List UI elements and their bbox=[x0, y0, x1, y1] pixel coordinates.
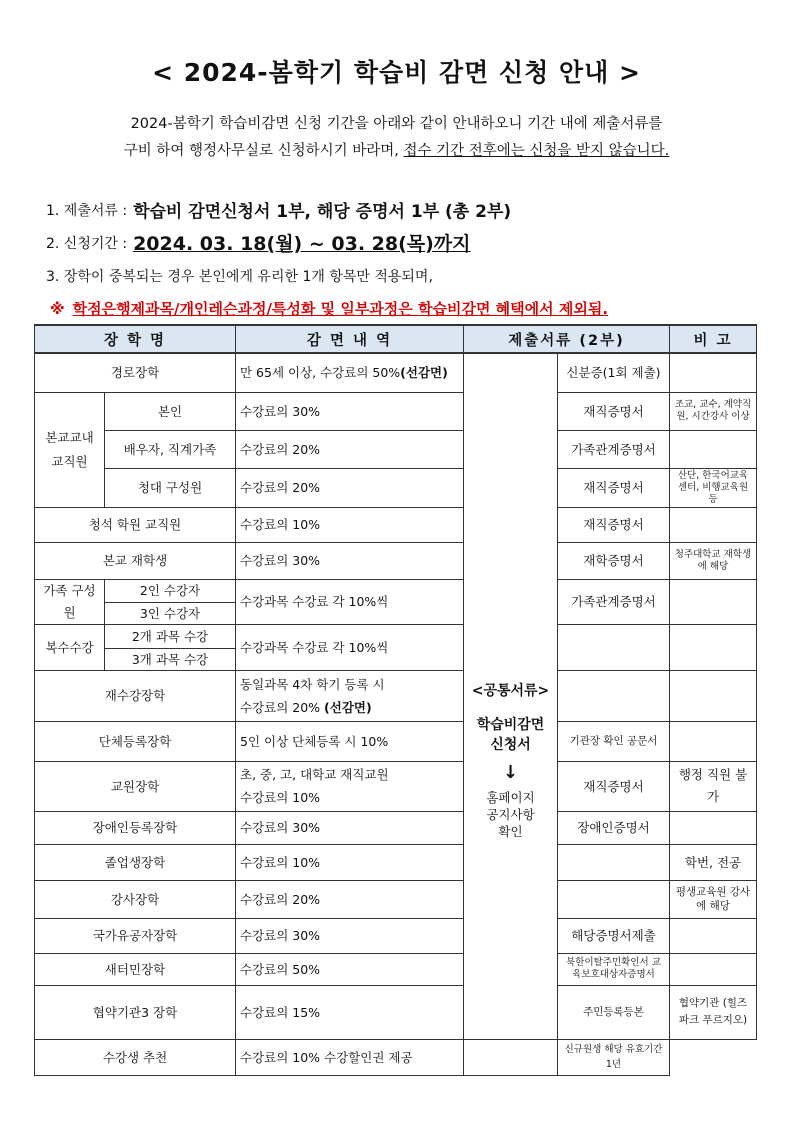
row-name: 강사장학 bbox=[35, 880, 236, 918]
row-doc: 가족관계증명서 bbox=[558, 579, 670, 624]
row-doc: 재직증명서 bbox=[558, 507, 670, 542]
detail-line-2 bbox=[240, 696, 459, 719]
table-row bbox=[35, 918, 757, 953]
row-note bbox=[670, 721, 757, 761]
intro-line-1: 2024-봄학기 학습비감면 신청 기간을 아래와 같이 안내하오니 기간 내에 제출서류를 bbox=[130, 116, 663, 132]
row-doc bbox=[558, 880, 670, 918]
row-note bbox=[670, 353, 757, 392]
row-detail: 수강료의 20% bbox=[236, 468, 464, 507]
row-name: 수강생 추천 bbox=[35, 1039, 236, 1075]
table-row bbox=[35, 392, 757, 430]
row-name: 교원장학 bbox=[35, 761, 236, 811]
down-arrow-icon: ↓ bbox=[502, 761, 519, 783]
row-detail: 수강료의 30% bbox=[236, 811, 464, 844]
row-name: 배우자, 직계가족 bbox=[105, 430, 236, 468]
header-name: 장 학 명 bbox=[35, 325, 236, 353]
detail-bold: (선감면) bbox=[400, 365, 448, 381]
table-row bbox=[35, 579, 757, 602]
info-item-label: 1. 제출서류 : bbox=[46, 202, 128, 219]
table-row bbox=[35, 1039, 757, 1075]
row-name: 새터민장학 bbox=[35, 953, 236, 985]
table-row bbox=[35, 468, 757, 507]
intro-line-2-underline: 접수 기간 전후에는 신청을 받지 않습니다. bbox=[403, 143, 670, 159]
row-note: 행정 직원 불가 bbox=[670, 761, 757, 811]
row-detail: 수강료의 15% bbox=[236, 985, 464, 1039]
row-name: 본교 재학생 bbox=[35, 542, 236, 579]
info-item-period bbox=[46, 226, 766, 259]
row-detail: 수강료의 20% bbox=[236, 880, 464, 918]
row-note: 협약기관 (힐즈파크 푸르지오) bbox=[670, 985, 757, 1039]
exclusion-notice bbox=[46, 292, 766, 325]
table-row bbox=[35, 721, 757, 761]
table-row bbox=[35, 624, 757, 648]
row-note bbox=[670, 507, 757, 542]
scholarship-table-main bbox=[34, 324, 757, 1076]
row-doc: 해당증명서제출 bbox=[558, 918, 670, 953]
row-name: 본인 bbox=[105, 392, 236, 430]
row-detail: 수강료의 50% bbox=[236, 953, 464, 985]
row-name: 청대 구성원 bbox=[105, 468, 236, 507]
row-doc: 재직증명서 bbox=[558, 761, 670, 811]
table-row bbox=[35, 353, 757, 392]
row-subname: 3인 수강자 bbox=[105, 602, 236, 624]
common-doc: 학습비감면 신청서 bbox=[476, 716, 545, 753]
row-note: 신규원생 해당 유효기간 1년 bbox=[558, 1039, 670, 1075]
row-note: 청주대학교 재학생에 해당 bbox=[670, 542, 757, 579]
group-name: 복수수강 bbox=[35, 624, 105, 670]
table-row bbox=[35, 670, 757, 721]
info-item-label: 2. 신청기간 : bbox=[46, 235, 128, 252]
group-name: 본교교내 교직원 bbox=[35, 392, 105, 507]
table-row bbox=[35, 811, 757, 844]
row-name: 단체등록장학 bbox=[35, 721, 236, 761]
row-note bbox=[670, 579, 757, 624]
row-name: 협약기관3 장학 bbox=[35, 985, 236, 1039]
table-row bbox=[35, 985, 757, 1039]
page-title: < 2024-봄학기 학습비 감면 신청 안내 > bbox=[152, 58, 641, 87]
table-row bbox=[35, 880, 757, 918]
row-detail: 수강료의 30% bbox=[236, 918, 464, 953]
header-detail: 감 면 내 역 bbox=[236, 325, 464, 353]
detail-line-1: 동일과목 4차 학기 등록 시 bbox=[240, 676, 385, 692]
row-note: 평생교육원 강사에 해당 bbox=[670, 880, 757, 918]
table-row bbox=[35, 761, 757, 811]
row-detail: 수강료의 10% 수강할인권 제공 bbox=[236, 1039, 464, 1075]
row-name: 장애인등록장학 bbox=[35, 811, 236, 844]
row-detail bbox=[236, 353, 464, 392]
row-doc: 북한이탈주민확인서 교육보호대상자증명서 bbox=[558, 953, 670, 985]
info-item-duplicate bbox=[46, 259, 766, 292]
row-doc bbox=[464, 1039, 558, 1075]
row-name: 경로장학 bbox=[35, 353, 236, 392]
intro-line-2-text: 구비 하여 행정사무실로 신청하시기 바라며, bbox=[123, 143, 404, 159]
detail-bold: (선감면) bbox=[324, 699, 372, 715]
row-note bbox=[670, 953, 757, 985]
row-note: 산단, 한국어교육센터, 비행교육원 등 bbox=[670, 468, 757, 507]
row-doc: 재학증명서 bbox=[558, 542, 670, 579]
row-note bbox=[670, 670, 757, 721]
detail-line-2: 수강료의 10% bbox=[240, 790, 321, 805]
row-doc: 재직증명서 bbox=[558, 392, 670, 430]
row-name: 국가유공자장학 bbox=[35, 918, 236, 953]
row-detail: 수강과목 수강료 각 10%씩 bbox=[236, 579, 464, 624]
row-detail: 수강료의 30% bbox=[236, 392, 464, 430]
row-doc: 재직증명서 bbox=[558, 468, 670, 507]
table-row bbox=[35, 844, 757, 880]
row-subname: 3개 과목 수강 bbox=[105, 648, 236, 670]
notice-text: 학점은행제과목/개인레슨과정/특성화 및 일부과정은 학습비감면 혜택에서 제외됨. bbox=[72, 300, 609, 318]
row-doc: 주민등록등본 bbox=[558, 985, 670, 1039]
row-doc bbox=[558, 624, 670, 670]
common-documents bbox=[464, 353, 558, 1039]
info-item-value: 2024. 03. 18(월) ~ 03. 28(목)까지 bbox=[133, 233, 471, 255]
row-detail: 수강료의 10% bbox=[236, 507, 464, 542]
intro-paragraph bbox=[40, 111, 753, 165]
row-detail: 수강과목 수강료 각 10%씩 bbox=[236, 624, 464, 670]
row-note: 조교, 교수, 계약직원, 시간강사 이상 bbox=[670, 392, 757, 430]
row-doc bbox=[558, 844, 670, 880]
row-note: 학번, 전공 bbox=[670, 844, 757, 880]
row-note bbox=[670, 918, 757, 953]
info-item-value: 학습비 감면신청서 1부, 해당 증명서 1부 (총 2부) bbox=[133, 202, 512, 222]
row-note bbox=[670, 430, 757, 468]
row-detail bbox=[236, 761, 464, 811]
detail-line-1: 초, 중, 고, 대학교 재직교원 bbox=[240, 767, 389, 782]
row-detail: 수강료의 20% bbox=[236, 430, 464, 468]
detail-text: 만 65세 이상, 수강료의 50% bbox=[240, 365, 401, 381]
table-row bbox=[35, 953, 757, 985]
row-detail: 수강료의 10% bbox=[236, 844, 464, 880]
row-note bbox=[670, 811, 757, 844]
row-detail bbox=[236, 670, 464, 721]
notice-mark: ※ bbox=[50, 299, 65, 318]
table-row bbox=[35, 430, 757, 468]
common-note: 홈페이지 공지사항 확인 bbox=[486, 789, 535, 839]
intro-line-2 bbox=[40, 138, 753, 165]
header-note: 비 고 bbox=[670, 325, 757, 353]
row-doc: 기관장 확인 공문서 bbox=[558, 721, 670, 761]
row-name: 졸업생장학 bbox=[35, 844, 236, 880]
row-doc: 신분증(1회 제출) bbox=[558, 353, 670, 392]
info-item-label: 3. 장학이 중복되는 경우 본인에게 유리한 1개 항목만 적용되며, bbox=[46, 268, 433, 285]
row-detail: 5인 이상 단체등록 시 10% bbox=[236, 721, 464, 761]
row-doc: 장애인증명서 bbox=[558, 811, 670, 844]
table-row bbox=[35, 507, 757, 542]
row-name: 재수강장학 bbox=[35, 670, 236, 721]
info-list bbox=[46, 193, 766, 325]
detail-text: 수강료의 20% bbox=[240, 699, 321, 715]
row-subname: 2인 수강자 bbox=[105, 579, 236, 602]
row-detail: 수강료의 30% bbox=[236, 542, 464, 579]
row-doc: 가족관계증명서 bbox=[558, 430, 670, 468]
common-label: <공통서류> bbox=[471, 682, 550, 699]
row-doc bbox=[558, 670, 670, 721]
row-subname: 2개 과목 수강 bbox=[105, 624, 236, 648]
info-item-documents bbox=[46, 193, 766, 226]
table-row bbox=[35, 542, 757, 579]
row-name: 청석 학원 교직원 bbox=[35, 507, 236, 542]
header-documents: 제출서류 (2부) bbox=[464, 325, 670, 353]
row-note bbox=[670, 624, 757, 670]
group-name: 가족 구성원 bbox=[35, 579, 105, 624]
